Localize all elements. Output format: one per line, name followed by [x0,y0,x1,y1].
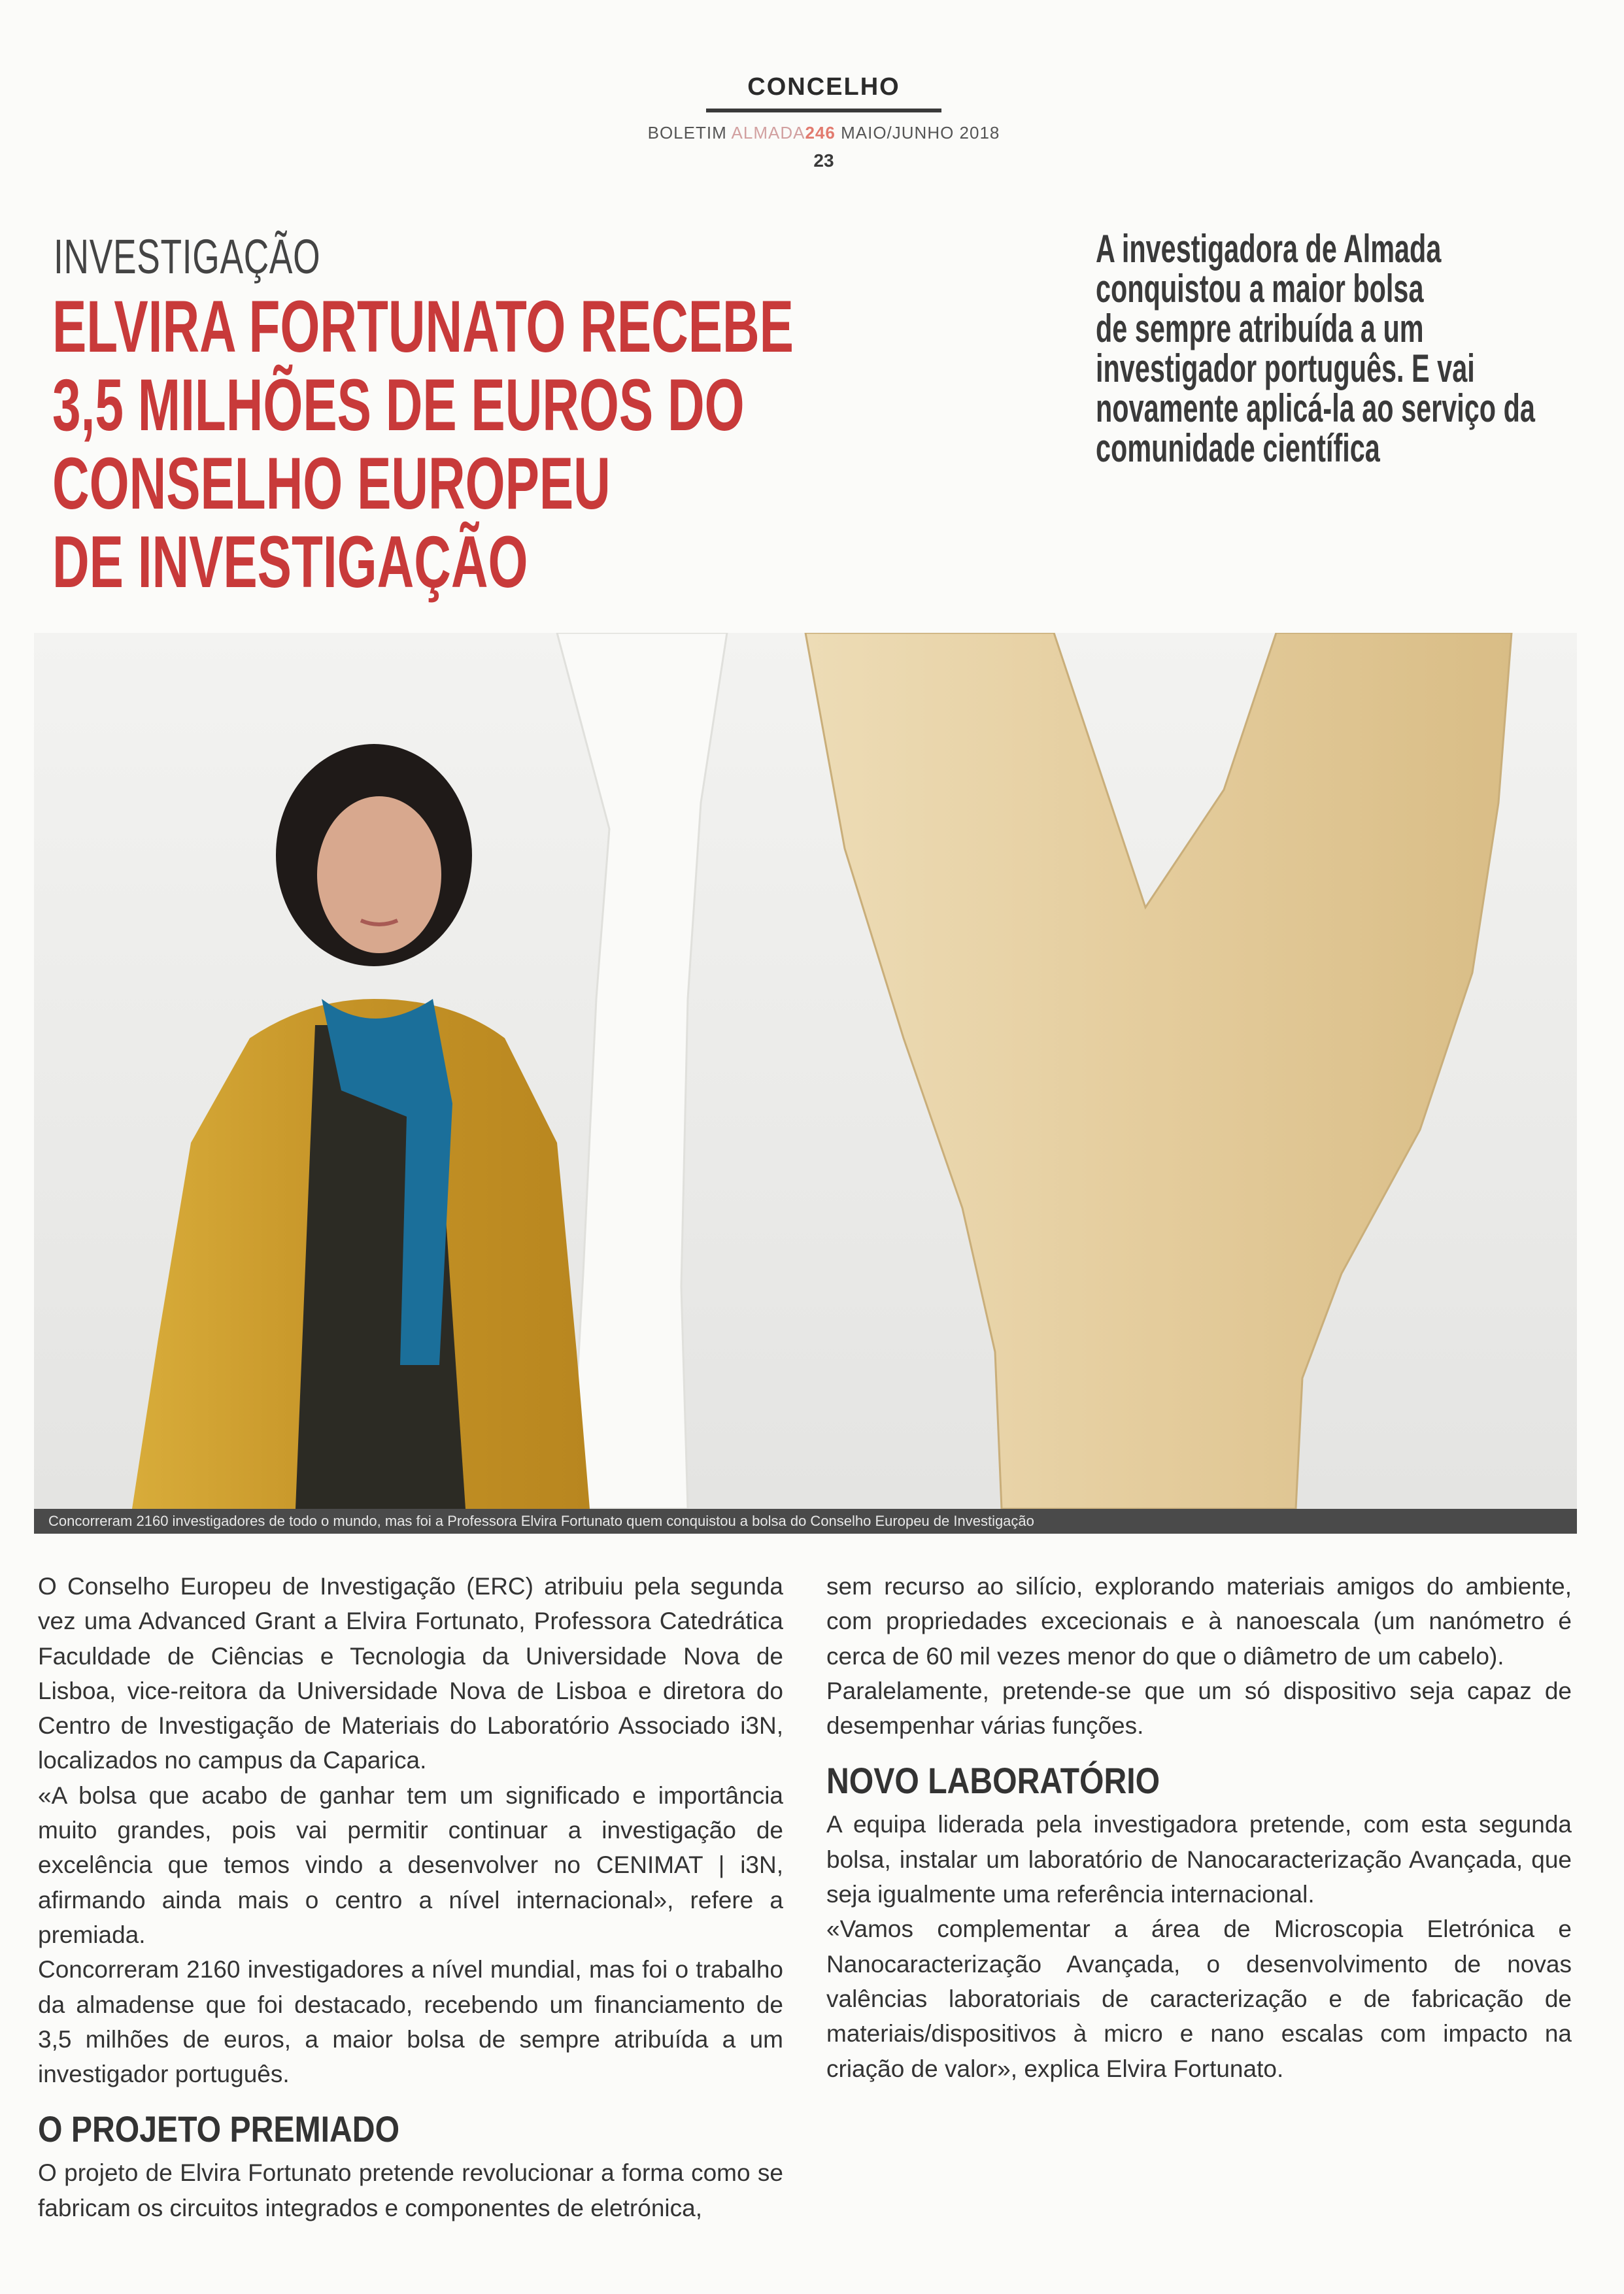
section-rule [706,109,941,112]
right-column [826,1569,1572,2086]
article-photo [34,633,1577,1509]
body-paragraph: O Conselho Europeu de Investigação (ERC) atribuiu pela segunda vez uma Advanced Grant a Elvira Fortunato, Professora Catedrática Faculdade de Ciências e Tecnologia da Universidade Nova de Lisboa, vice-reitora da Universidade Nova de Lisboa e diretora do Centro de Investigação de Materiais do Laboratório Associado i3N, localizados no campus da Caparica. [38,1573,783,1774]
body-paragraph: «Vamos complementar a área de Microscopia Eletrónica e Nanocaracterização Avançada, o desenvolvimento de novas valências laboratoriais de caracterização e de fabricação de materiais/dispositivos à micro e nano escalas com impacto na criação de valor», explica Elvira Fortunato. [826,1915,1572,2082]
issue-number: 246 [805,123,836,143]
page-number: 23 [813,150,834,171]
standfirst-line: comunidade científica [1096,426,1380,470]
issue-prefix: BOLETIM [647,123,727,143]
subhead-laboratorio: NOVO LABORATÓRIO [826,1760,1160,1802]
body-paragraph: Concorreram 2160 investigadores a nível mundial, mas foi o trabalho da almadense que foi destacado, recebendo um financiamento de 3,5 milhões de euros, a maior bolsa de sempre atribuída a um investigador português. [38,1956,783,2088]
body-paragraph: sem recurso ao silício, explorando materiais amigos do ambiente, com propriedades excecionais e à nanoescala (um nanómetro é cerca de 60 mil vezes menor do que o diâmetro de um cabelo). [826,1573,1572,1670]
article-kicker: INVESTIGAÇÃO [54,229,321,284]
photo-caption: Concorreram 2160 investigadores de todo o mundo, mas foi a Professora Elvira Fortunato quem conquistou a bolsa do Conselho Europeu de Investigação [48,1513,1034,1529]
person-face [317,796,441,953]
standfirst-line: novamente aplicá-la ao serviço da [1096,386,1535,430]
body-paragraph: O projeto de Elvira Fortunato pretende revolucionar a forma como se fabricam os circuitos integrados e componentes de eletrónica, [38,2159,783,2221]
headline-line: DE INVESTIGAÇÃO [52,521,528,603]
headline-line: CONSELHO EUROPEU [52,443,611,524]
article-standfirst [1096,229,1597,468]
standfirst-line: conquistou a maior bolsa [1096,267,1424,311]
headline-line: 3,5 MILHÕES DE EUROS DO [52,364,745,446]
section-tag: CONCELHO [747,73,900,101]
issue-date: MAIO/JUNHO 2018 [841,123,1000,143]
body-paragraph: Paralelamente, pretende-se que um só dispositivo seja capaz de desempenhar várias funções. [826,1677,1572,1740]
body-paragraph: «A bolsa que acabo de ganhar tem um significado e importância muito grandes, pois vai permitir continuar a investigação de excelência que temos vindo a desenvolver no CENIMAT | i3N, afirmando ainda mais o centro a nível internacional», refere a premiada. [38,1781,783,1948]
issue-line [575,123,1072,143]
photo-illustration [34,633,1577,1509]
standfirst-line: de sempre atribuída a um [1096,307,1424,350]
subhead-projeto: O PROJETO PREMIADO [38,2108,400,2150]
article-headline [52,288,876,601]
headline-line: ELVIRA FORTUNATO RECEBE [52,286,794,367]
standfirst-line: investigador português. E vai [1096,346,1475,390]
issue-brand: ALMADA [731,123,805,143]
left-column [38,1569,783,2225]
body-paragraph: A equipa liderada pela investigadora pretende, com esta segunda bolsa, instalar um laboratório de Nanocaracterização Avançada, que seja igualmente uma referência internacional. [826,1811,1572,1908]
standfirst-line: A investigadora de Almada [1096,227,1442,271]
